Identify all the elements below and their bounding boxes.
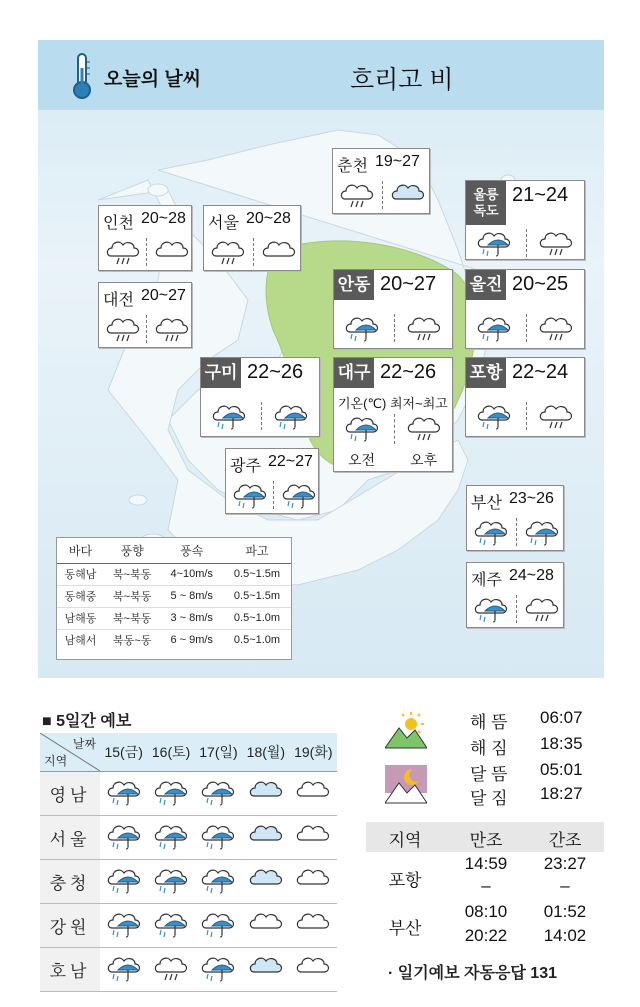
cloud-rain-icon xyxy=(339,179,375,209)
forecast-row xyxy=(40,903,337,947)
forecast-cell xyxy=(242,771,289,815)
city-card-uljin xyxy=(465,269,585,349)
cloud-rain-icon xyxy=(105,236,141,266)
cloud-rain-icon xyxy=(406,412,442,442)
cloud-icon xyxy=(295,908,331,938)
sunset-time: 18:35 xyxy=(540,734,583,753)
city-card-gwangju xyxy=(225,448,319,514)
city-card-incheon xyxy=(98,205,192,271)
legend-am-label: 오전 xyxy=(348,452,376,468)
day-header: 15(금) xyxy=(100,733,147,771)
corner-cell xyxy=(40,733,100,771)
auto-response-note: · 일기예보 자동응답 131 xyxy=(388,965,558,982)
forecast-cell xyxy=(100,859,147,903)
forecast-region: 충청 xyxy=(40,859,100,903)
sea-cell: 0.5~1.0m xyxy=(223,629,291,651)
tide-low-1: 23:27 xyxy=(543,854,587,873)
rain-umbrella-icon xyxy=(153,908,189,938)
city-name: 인천 xyxy=(103,215,134,232)
forecast-region: 영남 xyxy=(40,771,100,815)
sea-header-speed: 풍속 xyxy=(160,538,223,563)
forecast-cell xyxy=(195,947,242,991)
city-temp: 21~24 xyxy=(512,184,569,206)
moonset-time: 18:27 xyxy=(540,784,583,803)
legend-temp-label: 기온(℃) 최저~최고 xyxy=(338,396,448,411)
corner-region-label: 지역 xyxy=(44,753,68,768)
sea-cell: 북~북동 xyxy=(104,563,160,585)
day-header: 16(토) xyxy=(147,733,194,771)
cloud-rain-icon xyxy=(524,593,560,623)
forecast-region: 강원 xyxy=(40,903,100,947)
sea-cell: 0.5~1.5m xyxy=(223,563,291,585)
forecast-row xyxy=(40,947,337,991)
forecast-cell xyxy=(147,815,194,859)
day-header: 18(월) xyxy=(242,733,289,771)
city-name: 제주 xyxy=(471,572,502,589)
city-name: 대전 xyxy=(103,292,134,309)
tide-low-2: 14:02 xyxy=(543,926,587,945)
sea-row xyxy=(57,563,291,585)
forecast-cell xyxy=(147,947,194,991)
forecast-cell xyxy=(242,947,289,991)
tide-low-2: – xyxy=(560,876,570,895)
forecast-cell xyxy=(100,771,147,815)
sunrise-time: 06:07 xyxy=(540,708,583,727)
city-temp: 20~28 xyxy=(246,210,291,227)
forecast-cell xyxy=(195,815,242,859)
legend-pm-label: 오후 xyxy=(410,452,438,468)
city-name: 춘천 xyxy=(337,158,368,175)
cloud-rain-icon xyxy=(105,313,141,343)
forecast-cell xyxy=(195,859,242,903)
partly-cloudy-icon xyxy=(248,820,284,850)
rain-umbrella-icon xyxy=(476,312,512,342)
city-name-badge: 울릉 독도 xyxy=(466,181,506,225)
forecast-cell xyxy=(290,859,337,903)
partly-cloudy-icon xyxy=(248,776,284,806)
forecast-region: 서울 xyxy=(40,815,100,859)
partly-cloudy-icon xyxy=(390,179,426,209)
sea-cell: 동해남 xyxy=(57,563,104,585)
city-temp: 23~26 xyxy=(509,490,554,507)
sea-cell: 동해중 xyxy=(57,585,104,607)
cloud-rain-icon xyxy=(538,312,574,342)
city-temp: 22~26 xyxy=(247,361,304,383)
city-temp: 20~27 xyxy=(141,287,186,304)
forecast-region: 호남 xyxy=(40,947,100,991)
thermometer-icon xyxy=(70,52,94,100)
city-temp: 22~26 xyxy=(380,361,437,383)
city-card-busan xyxy=(466,485,564,551)
sunset-label: 해 짐 xyxy=(470,739,508,758)
cloud-icon xyxy=(295,776,331,806)
rain-umbrella-icon xyxy=(200,864,236,894)
cloud-icon xyxy=(295,952,331,982)
rain-umbrella-icon xyxy=(153,820,189,850)
cloud-rain-icon xyxy=(154,313,190,343)
sea-row xyxy=(57,607,291,629)
sea-cell: 3 ~ 8m/s xyxy=(160,607,223,629)
cloud-icon xyxy=(154,236,190,266)
city-temp: 22~27 xyxy=(268,453,313,470)
cloud-icon xyxy=(248,908,284,938)
city-card-daegu xyxy=(333,357,453,472)
title-weather: 흐리고 비 xyxy=(350,66,454,94)
day-header: 17(일) xyxy=(195,733,242,771)
rain-umbrella-icon xyxy=(106,776,142,806)
city-temp: 20~28 xyxy=(141,210,186,227)
sea-header-wave: 파고 xyxy=(223,538,291,563)
sea-cell: 0.5~1.5m xyxy=(223,585,291,607)
corner-date-label: 날짜 xyxy=(72,737,96,751)
forecast-cell xyxy=(242,903,289,947)
moonrise-time: 05:01 xyxy=(540,760,583,779)
sea-row xyxy=(57,629,291,651)
partly-cloudy-icon xyxy=(248,952,284,982)
partly-cloudy-icon xyxy=(248,864,284,894)
sea-cell: 남해서 xyxy=(57,629,104,651)
tide-high-1: 14:59 xyxy=(464,854,508,873)
forecast-cell xyxy=(290,947,337,991)
city-name: 서울 xyxy=(208,215,239,232)
sea-cell: 6 ~ 9m/s xyxy=(160,629,223,651)
city-card-gumi xyxy=(200,357,320,437)
sea-cell: 북~북동 xyxy=(104,607,160,629)
tide-high-1: 08:10 xyxy=(464,902,508,921)
tide-header-high: 만조 xyxy=(469,831,503,850)
city-temp: 20~27 xyxy=(380,273,437,295)
title-today: 오늘의 날씨 xyxy=(104,69,202,90)
forecast-cell xyxy=(290,815,337,859)
tide-high-2: – xyxy=(481,876,491,895)
sea-cell: 5 ~ 8m/s xyxy=(160,585,223,607)
forecast-row xyxy=(40,771,337,815)
tide-low-1: 01:52 xyxy=(543,902,587,921)
cloud-icon xyxy=(295,864,331,894)
cloud-rain-icon xyxy=(153,952,189,982)
sea-cell: 4~10m/s xyxy=(160,563,223,585)
city-card-jeju xyxy=(466,562,564,628)
forecast-cell xyxy=(100,903,147,947)
city-name-badge: 안동 xyxy=(334,270,374,300)
forecast-row xyxy=(40,815,337,859)
city-name-badge: 울진 xyxy=(466,270,506,300)
moonrise-icon xyxy=(385,765,427,805)
rain-umbrella-icon xyxy=(473,593,509,623)
five-day-title: ■ 5일간 예보 xyxy=(42,713,132,730)
forecast-cell xyxy=(242,859,289,903)
city-card-daejeon xyxy=(98,282,192,348)
city-name-badge: 구미 xyxy=(201,358,241,388)
city-temp: 22~24 xyxy=(512,361,569,383)
sea-row xyxy=(57,585,291,607)
rain-umbrella-icon xyxy=(281,479,317,509)
forecast-cell xyxy=(147,859,194,903)
five-day-table xyxy=(40,733,337,992)
tide-header-region: 지역 xyxy=(388,831,422,850)
rain-umbrella-icon xyxy=(200,952,236,982)
rain-umbrella-icon xyxy=(106,820,142,850)
sunrise-icon xyxy=(385,710,427,750)
forecast-cell xyxy=(290,903,337,947)
forecast-cell xyxy=(195,771,242,815)
cloud-rain-icon xyxy=(210,236,246,266)
moonset-label: 달 짐 xyxy=(470,789,508,808)
rain-umbrella-icon xyxy=(476,400,512,430)
tide-header-low: 간조 xyxy=(548,831,582,850)
sunrise-label: 해 뜸 xyxy=(470,713,508,732)
rain-umbrella-icon xyxy=(200,908,236,938)
cloud-rain-icon xyxy=(538,227,574,257)
sea-forecast-table xyxy=(56,537,292,660)
day-header: 19(화) xyxy=(290,733,337,771)
tide-high-2: 20:22 xyxy=(464,926,508,945)
rain-umbrella-icon xyxy=(524,516,560,546)
city-card-chuncheon xyxy=(332,148,430,214)
rain-umbrella-icon xyxy=(153,864,189,894)
city-card-pohang xyxy=(465,357,585,437)
tide-region: 포항 xyxy=(388,871,422,890)
rain-umbrella-icon xyxy=(473,516,509,546)
city-temp: 24~28 xyxy=(509,567,554,584)
rain-umbrella-icon xyxy=(200,776,236,806)
city-name-badge: 대구 xyxy=(334,358,374,388)
cloud-icon xyxy=(261,236,297,266)
city-card-seoul xyxy=(203,205,301,271)
forecast-cell xyxy=(242,815,289,859)
city-name: 광주 xyxy=(230,458,261,475)
rain-umbrella-icon xyxy=(106,908,142,938)
cloud-rain-icon xyxy=(406,312,442,342)
city-temp: 19~27 xyxy=(375,153,420,170)
forecast-cell xyxy=(290,771,337,815)
forecast-cell xyxy=(147,771,194,815)
moonrise-label: 달 뜸 xyxy=(470,765,508,784)
city-temp: 20~25 xyxy=(512,273,569,295)
forecast-cell xyxy=(100,947,147,991)
rain-umbrella-icon xyxy=(153,776,189,806)
sea-cell: 0.5~1.0m xyxy=(223,607,291,629)
rain-umbrella-icon xyxy=(106,952,142,982)
forecast-cell xyxy=(195,903,242,947)
forecast-row xyxy=(40,859,337,903)
city-name-badge: 포항 xyxy=(466,358,506,388)
rain-umbrella-icon xyxy=(106,864,142,894)
rain-umbrella-icon xyxy=(200,820,236,850)
cloud-rain-icon xyxy=(538,400,574,430)
forecast-cell xyxy=(100,815,147,859)
rain-umbrella-icon xyxy=(476,227,512,257)
rain-umbrella-icon xyxy=(344,412,380,442)
sea-header-direction: 풍향 xyxy=(104,538,160,563)
sea-header-sea: 바다 xyxy=(57,538,104,563)
forecast-cell xyxy=(147,903,194,947)
city-card-andong xyxy=(333,269,453,349)
city-name: 부산 xyxy=(471,495,502,512)
rain-umbrella-icon xyxy=(232,479,268,509)
rain-umbrella-icon xyxy=(211,400,247,430)
sea-cell: 남해동 xyxy=(57,607,104,629)
city-card-ulleung xyxy=(465,180,585,260)
cloud-icon xyxy=(295,820,331,850)
rain-umbrella-icon xyxy=(344,312,380,342)
tide-region: 부산 xyxy=(388,919,422,938)
rain-umbrella-icon xyxy=(273,400,309,430)
sea-cell: 북~북동 xyxy=(104,585,160,607)
sea-cell: 북동~동 xyxy=(104,629,160,651)
